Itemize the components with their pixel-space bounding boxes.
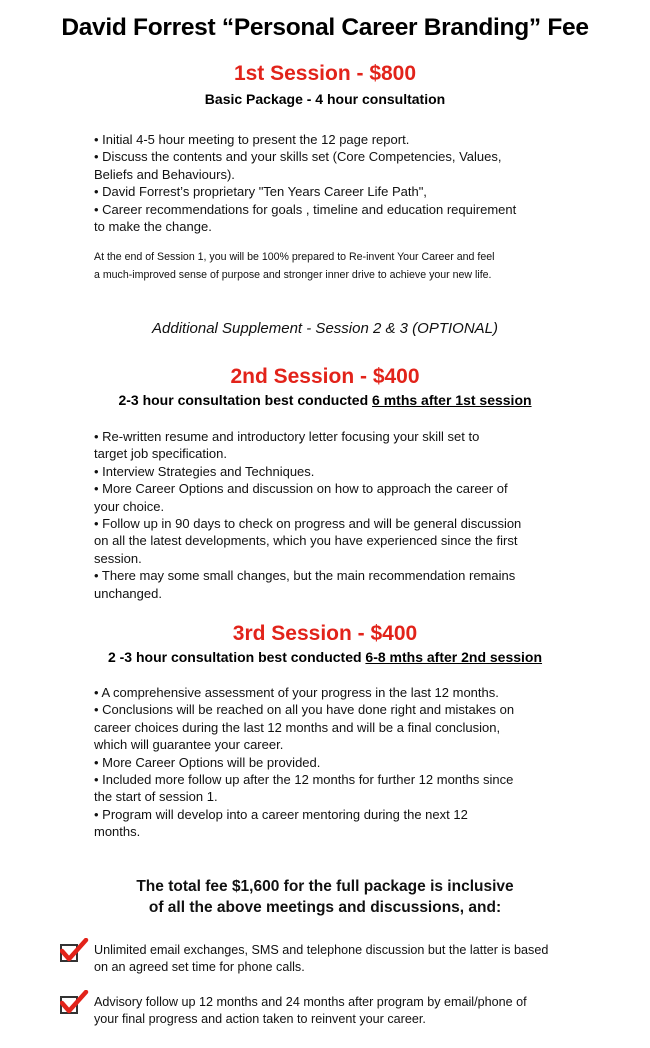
total-fee-statement bbox=[0, 876, 650, 918]
session-3-timing: 6-8 mths after 2nd session bbox=[365, 649, 543, 665]
checkmark-icon bbox=[60, 996, 78, 1014]
bullet-line: • Re-written resume and introductory letter focusing your skill set to bbox=[94, 429, 480, 444]
bullet-line: to make the change. bbox=[94, 219, 212, 235]
session-1-bullets bbox=[94, 131, 574, 235]
bullet-line: • Career recommendations for goals , timeline and education requirement bbox=[94, 201, 517, 217]
session-2-timing: 6 mths after 1st session bbox=[372, 392, 532, 408]
session-1-subtitle: Basic Package - 4 hour consultation bbox=[204, 91, 446, 107]
bullet-line: session. bbox=[94, 550, 142, 566]
checklist-line: your final progress and action taken to reinvent your career. bbox=[94, 1012, 426, 1027]
checklist-line: on an agreed set time for phone calls. bbox=[94, 960, 305, 975]
session-3-subtitle bbox=[0, 649, 650, 665]
session-2-subtitle-text: 2-3 hour consultation best conducted bbox=[118, 392, 373, 408]
checklist-text bbox=[94, 942, 624, 977]
bullet-line: • Conclusions will be reached on all you have done right and mistakes on bbox=[94, 702, 515, 718]
session-2-bullets bbox=[94, 428, 574, 602]
bullet-line: • More Career Options and discussion on how to approach the career of bbox=[94, 481, 508, 497]
bullet-line: your choice. bbox=[94, 498, 165, 514]
checkmark-icon bbox=[60, 944, 78, 962]
bullet-line: • Follow up in 90 days to check on progress and will be general discussion bbox=[94, 516, 522, 532]
total-line: The total fee $1,600 for the full package is inclusive bbox=[136, 878, 514, 895]
session-3-bullets bbox=[94, 684, 574, 841]
bullet-line: unchanged. bbox=[94, 585, 162, 601]
supplement-heading: Additional Supplement - Session 2 & 3 (OPTIONAL) bbox=[152, 320, 498, 337]
session-2-title: 2nd Session - $400 bbox=[230, 365, 420, 388]
bullet-line: • A comprehensive assessment of your progress in the last 12 months. bbox=[94, 685, 499, 700]
summary-line: At the end of Session 1, you will be 100% prepared to Re-invent Your Career and feel bbox=[94, 251, 495, 263]
session-2-subtitle bbox=[0, 392, 650, 408]
bullet-line: • Discuss the contents and your skills set (Core Competencies, Values, bbox=[94, 149, 502, 165]
bullet-line: months. bbox=[94, 824, 141, 840]
bullet-line: the start of session 1. bbox=[94, 789, 218, 805]
session-3-title: 3rd Session - $400 bbox=[232, 622, 418, 645]
bullet-line: • Included more follow up after the 12 months for further 12 months since bbox=[94, 772, 514, 788]
session-1-summary bbox=[94, 249, 584, 284]
total-line: of all the above meetings and discussions, and: bbox=[148, 899, 502, 916]
checklist-line: Unlimited email exchanges, SMS and telephone discussion but the latter is based bbox=[94, 943, 549, 957]
bullet-line: • More Career Options will be provided. bbox=[94, 754, 321, 770]
page-title: David Forrest “Personal Career Branding” Fee bbox=[61, 14, 589, 41]
bullet-line: Beliefs and Behaviours). bbox=[94, 166, 235, 182]
summary-line: a much-improved sense of purpose and stronger inner drive to achieve your new life. bbox=[94, 268, 492, 281]
bullet-line: career choices during the last 12 months and will be a final conclusion, bbox=[94, 719, 501, 735]
bullet-line: on all the latest developments, which you have experienced since the first bbox=[94, 533, 518, 549]
session-1-title: 1st Session - $800 bbox=[233, 62, 417, 85]
bullet-line: • There may some small changes, but the main recommendation remains bbox=[94, 568, 516, 584]
bullet-line: which will guarantee your career. bbox=[94, 737, 284, 753]
checklist-line: Advisory follow up 12 months and 24 months after program by email/phone of bbox=[94, 995, 527, 1009]
bullet-line: • Program will develop into a career mentoring during the next 12 bbox=[94, 806, 468, 822]
session-3-subtitle-text: 2 -3 hour consultation best conducted bbox=[107, 649, 366, 665]
bullet-line: • Interview Strategies and Techniques. bbox=[94, 463, 315, 479]
bullet-line: • Initial 4-5 hour meeting to present the 12 page report. bbox=[94, 132, 410, 147]
bullet-line: target job specification. bbox=[94, 446, 227, 462]
checklist-text bbox=[94, 994, 624, 1029]
bullet-line: • David Forrest’s proprietary "Ten Years Career Life Path", bbox=[94, 184, 427, 200]
